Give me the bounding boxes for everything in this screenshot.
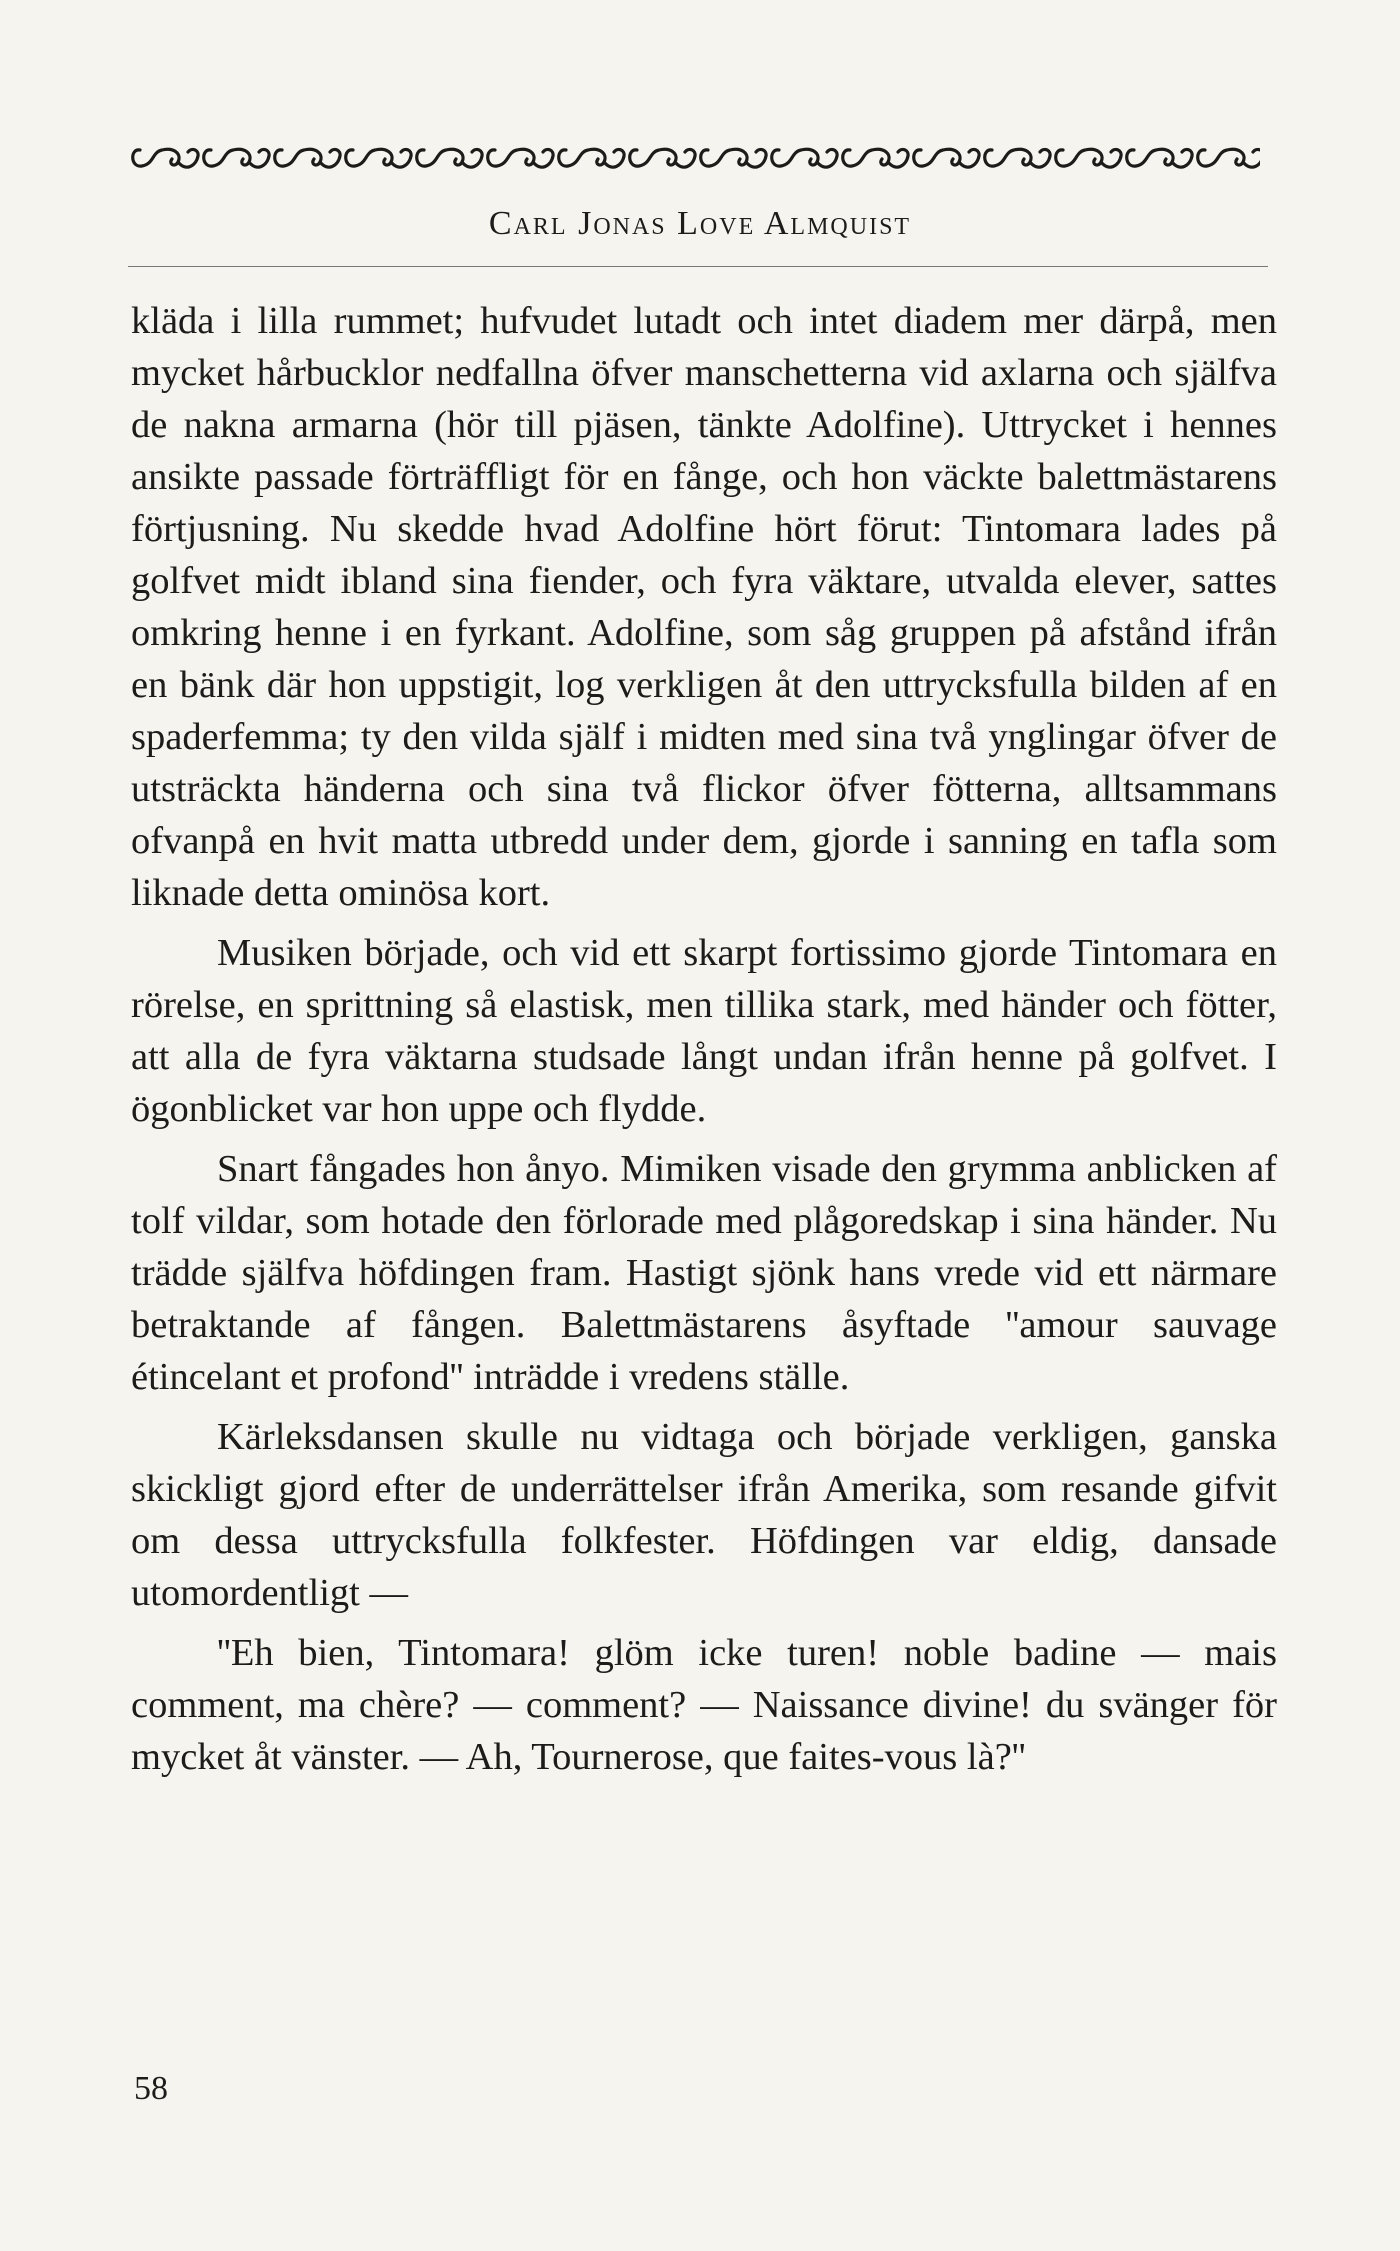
ornament-scroll [701, 149, 766, 167]
decorative-ornament-band [128, 138, 1260, 178]
ornament-scroll [985, 149, 1050, 167]
ornament-scroll [133, 149, 198, 167]
ornament-scroll [275, 149, 340, 167]
ornament-scroll [204, 149, 269, 167]
running-head: Carl Jonas Love Almquist [488, 205, 912, 242]
paragraph: ''Eh bien, Tintomara! glöm icke turen! noble badine — mais comment, ma chère? — comment? — Naissance divine! du svänger för mycket åt vänster. — Ah, Tournerose, que faites-vous là?'' [131, 1632, 1277, 1778]
ornament-scroll [843, 149, 908, 167]
ornament-scroll [630, 149, 695, 167]
paragraph: Snart fångades hon ånyo. Mimiken visade den grymma anblicken af tolf vildar, som hotade den förlorade med plågoredskap i sina händer. Nu trädde själfva höfdingen fram. Hastigt sjönk hans vrede vid ett närmare betraktande af fången. Balettmästarens åsyftade ''amour sauvage étincelant et profond'' inträdde i vredens ställe. [131, 1148, 1277, 1398]
ornament-scroll [1198, 149, 1260, 167]
body-text [131, 295, 1277, 1791]
paragraph: kläda i lilla rummet; hufvudet lutadt och intet diadem mer därpå, men mycket hårbucklor nedfallna öfver manschetterna vid axlarna och själfva de nakna armarna (hör till pjäsen, tänkte Adolfine). Uttrycket i hennes ansikte passade förträffligt för en fånge, och hon väckte balettmästarens förtjusning. Nu skedde hvad Adolfine hört förut: Tintomara lades på golfvet midt ibland sina fiender, och fyra väktare, utvalda elever, sattes omkring henne i en fyrkant. Adolfine, som såg gruppen på afstånd ifrån en bänk där hon uppstigit, log verkligen åt den uttrycksfulla bilden af en spaderfemma; ty den vilda själf i midten med sina två ynglingar öfver de utsträckta händerna och sina två flickor öfver fötterna, alltsammans ofvanpå en hvit matta utbredd under dem, gjorde i sanning en tafla som liknade detta ominösa kort. [131, 300, 1277, 914]
ornament-scroll [417, 149, 482, 167]
header-divider [128, 266, 1268, 267]
ornament-scroll [1056, 149, 1121, 167]
ornament-scroll [559, 149, 624, 167]
ornament-scroll [346, 149, 411, 167]
ornament-scroll [1127, 149, 1192, 167]
ornament-scroll [772, 149, 837, 167]
ornament-scroll [914, 149, 979, 167]
page-number: 58 [134, 2070, 168, 2107]
paragraph: Kärleksdansen skulle nu vidtaga och började verkligen, ganska skickligt gjord efter de underrättelser ifrån Amerika, som resande gifvit om dessa uttrycksfulla folkfester. Höfdingen var eldig, dansade utomordentligt — [131, 1416, 1277, 1614]
paragraph: Musiken började, och vid ett skarpt fortissimo gjorde Tintomara en rörelse, en sprittning så elastisk, men tillika stark, med händer och fötter, att alla de fyra väktarna studsade långt undan ifrån henne på golfvet. I ögonblicket var hon uppe och flydde. [131, 932, 1277, 1130]
ornament-scroll [488, 149, 553, 167]
